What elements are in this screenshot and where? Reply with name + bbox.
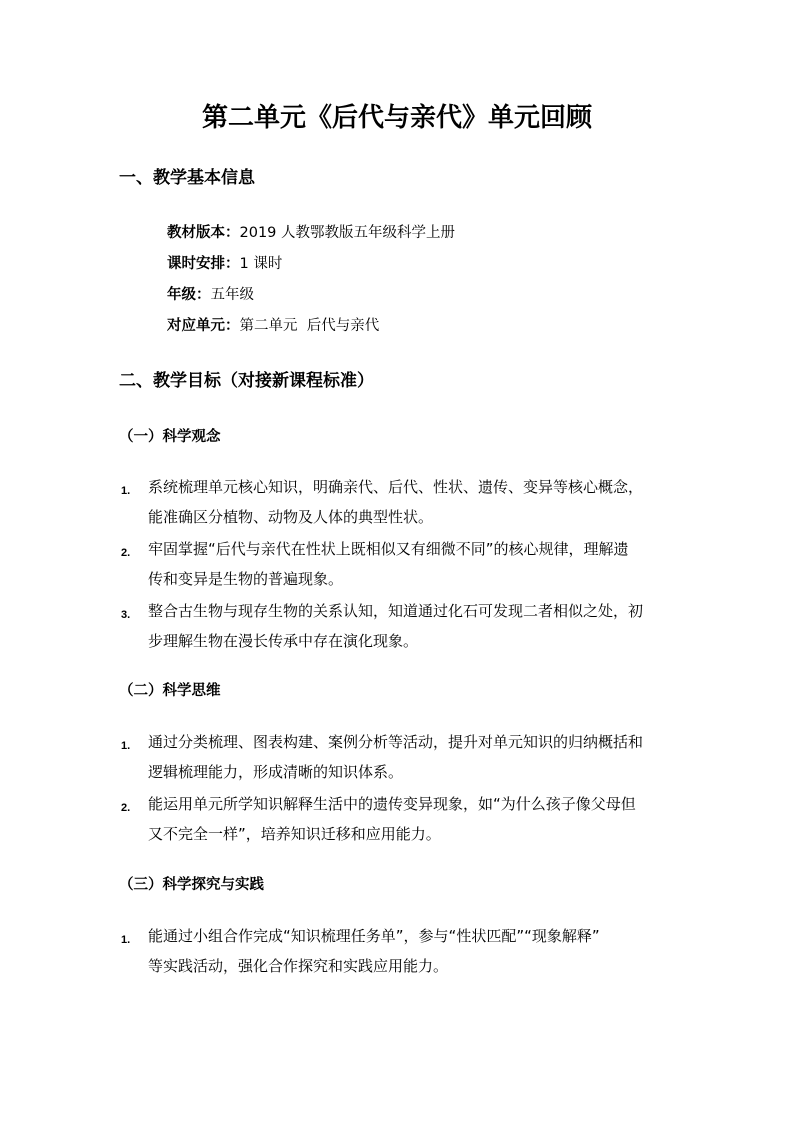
info-value: 第二单元 后代与亲代 (239, 318, 380, 334)
list-text-line: 通过分类梳理、图表构建、案例分析等活动，提升对单元知识的归纳概括和 (148, 733, 644, 751)
list-text-line: 等实践活动，强化合作探究和实践应用能力。 (148, 957, 449, 975)
document-title: 第二单元《后代与亲代》单元回顾 (201, 103, 592, 133)
info-key: 教材版本： (167, 225, 240, 241)
list-text-line: 整合古生物与现存生物的关系认知，知道通过化石可发现二者相似之处，初 (148, 602, 644, 620)
info-value: 1 课时 (239, 256, 283, 272)
section-heading-basic-info: 一、教学基本信息 (119, 168, 255, 188)
info-key: 年级： (167, 287, 211, 303)
list-number: 2. (121, 802, 131, 814)
list-number: 3. (121, 609, 131, 621)
subsection-heading-inquiry-practice: （三）科学探究与实践 (119, 877, 264, 893)
info-row-lessons (167, 253, 282, 275)
list-number: 1. (121, 934, 131, 946)
subsection-heading-scientific-thinking: （二）科学思维 (119, 683, 221, 699)
list-text-line: 能运用单元所学知识解释生活中的遗传变异现象，如“为什么孩子像父母但 (148, 795, 636, 813)
info-value: 2019 人教鄂教版五年级科学上册 (239, 225, 456, 241)
section-heading-objectives: 二、教学目标（对接新课程标准） (119, 371, 374, 391)
info-row-grade (167, 284, 254, 306)
list-text-line: 逻辑梳理能力，形成清晰的知识体系。 (148, 763, 404, 781)
list-text-line: 能准确区分植物、动物及人体的典型性状。 (148, 508, 434, 526)
list-text-line: 能通过小组合作完成“知识梳理任务单”，参与“性状匹配”“现象解释” (148, 927, 600, 945)
list-text-line: 又不完全一样”，培养知识迁移和应用能力。 (148, 825, 441, 843)
list-number: 1. (121, 740, 131, 752)
list-number: 1. (121, 485, 131, 497)
subsection-heading-scientific-concepts: （一）科学观念 (119, 429, 221, 445)
info-row-textbook (167, 222, 455, 244)
info-value: 五年级 (210, 287, 254, 303)
list-number: 2. (121, 547, 131, 559)
info-key: 课时安排： (167, 256, 240, 272)
info-key: 对应单元： (167, 318, 240, 334)
list-text-line: 牢固掌握“后代与亲代在性状上既相似又有细微不同”的核心规律，理解遗 (148, 540, 629, 558)
list-text-line: 步理解生物在漫长传承中存在演化现象。 (148, 632, 419, 650)
list-text-line: 传和变异是生物的普遍现象。 (148, 570, 344, 588)
list-text-line: 系统梳理单元核心知识，明确亲代、后代、性状、遗传、变异等核心概念， (148, 478, 644, 496)
info-row-unit (167, 315, 379, 337)
